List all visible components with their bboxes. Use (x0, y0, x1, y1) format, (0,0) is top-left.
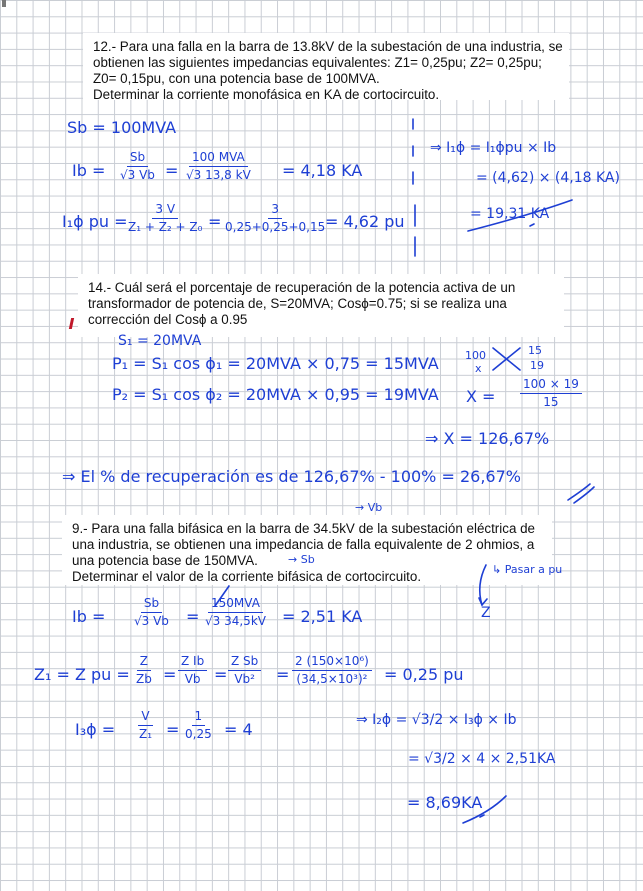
x-result: ⇒ X = 126,67% (425, 429, 550, 448)
i1-pu-result: = 4,62 pu (325, 212, 405, 231)
strikethrough-stroke (215, 586, 229, 606)
rule-of-three-top-right: 15 (528, 344, 542, 357)
i1-substitution-right: = (4,62) × (4,18 KA) (476, 170, 620, 186)
z-annotation: Z (481, 605, 491, 621)
p1-calculation: P₁ = S₁ cos ϕ₁ = 20MVA × 0,75 = 15MVA (112, 354, 439, 373)
fraction-numerator: 100 MVA (189, 150, 248, 167)
fraction-numerator: 100 × 19 (520, 377, 582, 394)
result-flourish (530, 224, 534, 226)
problem-14-line-1: 14.- Cuál será el porcentaje de recuperación de la potencia activa de un (88, 280, 516, 295)
ib-label: Ib = (72, 161, 106, 180)
fraction-numerator: 3 V (152, 202, 178, 219)
fraction-numerator: Sb (141, 596, 162, 613)
fraction-numerator: Z Sb (228, 654, 261, 671)
problem-12-line-2: obtienen las siguientes impedancias equivalentes: Z1= 0,25pu; Z2= 0,25pu; (93, 55, 542, 70)
fraction-denominator: Vb² (234, 672, 255, 686)
final-result-flourish (463, 796, 506, 823)
i1-final-result: = 19,31 KA (470, 206, 550, 222)
fraction-numerator: Z (137, 654, 151, 671)
fraction-denominator: 0,25 (185, 727, 212, 741)
fraction-denominator: √3 Vb (120, 168, 155, 182)
conclusion-flourish (568, 484, 590, 500)
equals-sign: = (276, 665, 290, 684)
fraction-denominator: √3 Vb (134, 614, 169, 628)
problem-12-line-3: Z0= 0,15pu, con una potencia base de 100MVA. (93, 71, 380, 86)
pasar-arrow (480, 565, 486, 605)
s1-value: S₁ = 20MVA (118, 333, 202, 349)
i1-pu-label: I₁ϕ pu = (62, 212, 128, 231)
fraction-denominator: 15 (543, 395, 559, 409)
i2-final-result: = 8,69KA (407, 793, 483, 812)
problem-12-line-4: Determinar la corriente monofásica en KA de cortocircuito. (93, 87, 440, 102)
equals-sign: = (166, 720, 180, 739)
ib-result-9: = 2,51 KA (282, 607, 363, 626)
result-flourish (468, 200, 572, 231)
vb-annotation: → Vb (355, 501, 383, 514)
ib-label-9: Ib = (72, 607, 106, 626)
equals-sign: = (208, 212, 222, 231)
i2-substitution: = √3/2 × 4 × 2,51KA (408, 751, 556, 767)
z1-result: = 0,25 pu (384, 665, 464, 684)
sb-annotation: → Sb (288, 553, 315, 566)
problem-12-line-1: 12.- Para una falla en la barra de 13.8kV de la subestación de una industria, se (93, 39, 563, 54)
problem-9-line-2: una industria, se obtienen una impedancia de falla equivalente de 2 ohmios, a (72, 537, 535, 552)
i1-formula-right: ⇒ I₁ϕ = I₁ϕpu × Ib (430, 140, 557, 156)
fraction-denominator: (34,5×10³)² (296, 672, 368, 686)
recovery-conclusion: ⇒ El % de recuperación es de 126,67% - 100% = 26,67% (62, 467, 521, 486)
z1-label: Z₁ = Z pu = (34, 665, 130, 684)
fraction-denominator: Vb (184, 672, 201, 686)
fraction-numerator: Z Ib (178, 654, 207, 671)
convert-to-pu-note: ↳ Pasar a pu (492, 563, 563, 576)
equals-sign: = (163, 665, 177, 684)
x-label: X = (466, 387, 496, 406)
fraction-denominator: Zb (136, 672, 152, 686)
fraction-denominator: √3 13,8 kV (186, 168, 251, 182)
equals-sign: = (186, 607, 200, 626)
rule-of-three-bottom-left: x (475, 362, 482, 375)
problem-9-line-3: una potencia base de 150MVA. (72, 553, 258, 568)
p2-calculation: P₂ = S₁ cos ϕ₂ = 20MVA × 0,95 = 19MVA (112, 385, 439, 404)
fraction-denominator: Z₁ + Z₂ + Z₀ (128, 220, 203, 234)
fraction-denominator: Z₁ (139, 727, 153, 741)
problem-9-line-4: Determinar el valor de la corriente bifásica de cortocircuito. (72, 569, 422, 584)
problem-14-line-3: corrección del Cosϕ a 0.95 (88, 312, 248, 327)
rule-of-three-top-left: 100 (465, 349, 486, 362)
equals-sign: = (214, 665, 228, 684)
fraction-denominator: 0,25+0,25+0,15 (225, 220, 326, 234)
i3-result: = 4 (224, 720, 253, 739)
fraction-numerator: 1 (192, 709, 206, 726)
fraction-numerator: 150MVA (208, 596, 263, 613)
pasar-arrow-head (479, 598, 487, 605)
fraction-numerator: Sb (127, 150, 148, 167)
i2-formula: ⇒ I₂ϕ = √3/2 × I₃ϕ × Ib (356, 712, 517, 728)
fraction-numerator: V (138, 709, 152, 726)
fraction-numerator: 3 (268, 202, 282, 219)
equals-sign: = (165, 161, 179, 180)
sb-value: Sb = 100MVA (67, 118, 177, 137)
i3-label: I₃ϕ = (75, 720, 116, 739)
rule-of-three-bottom-right: 19 (530, 359, 544, 372)
fraction-denominator: √3 34,5kV (205, 614, 266, 628)
fraction-numerator: 2 (150×10⁶) (292, 654, 372, 671)
problem-14-line-2: transformador de potencia de, S=20MVA; Cosϕ=0.75; si se realiza una (88, 296, 507, 311)
ib-result: = 4,18 KA (282, 161, 363, 180)
problem-9-line-1: 9.- Para una falla bifásica en la barra de 34.5kV de la subestación eléctrica de (72, 521, 536, 536)
